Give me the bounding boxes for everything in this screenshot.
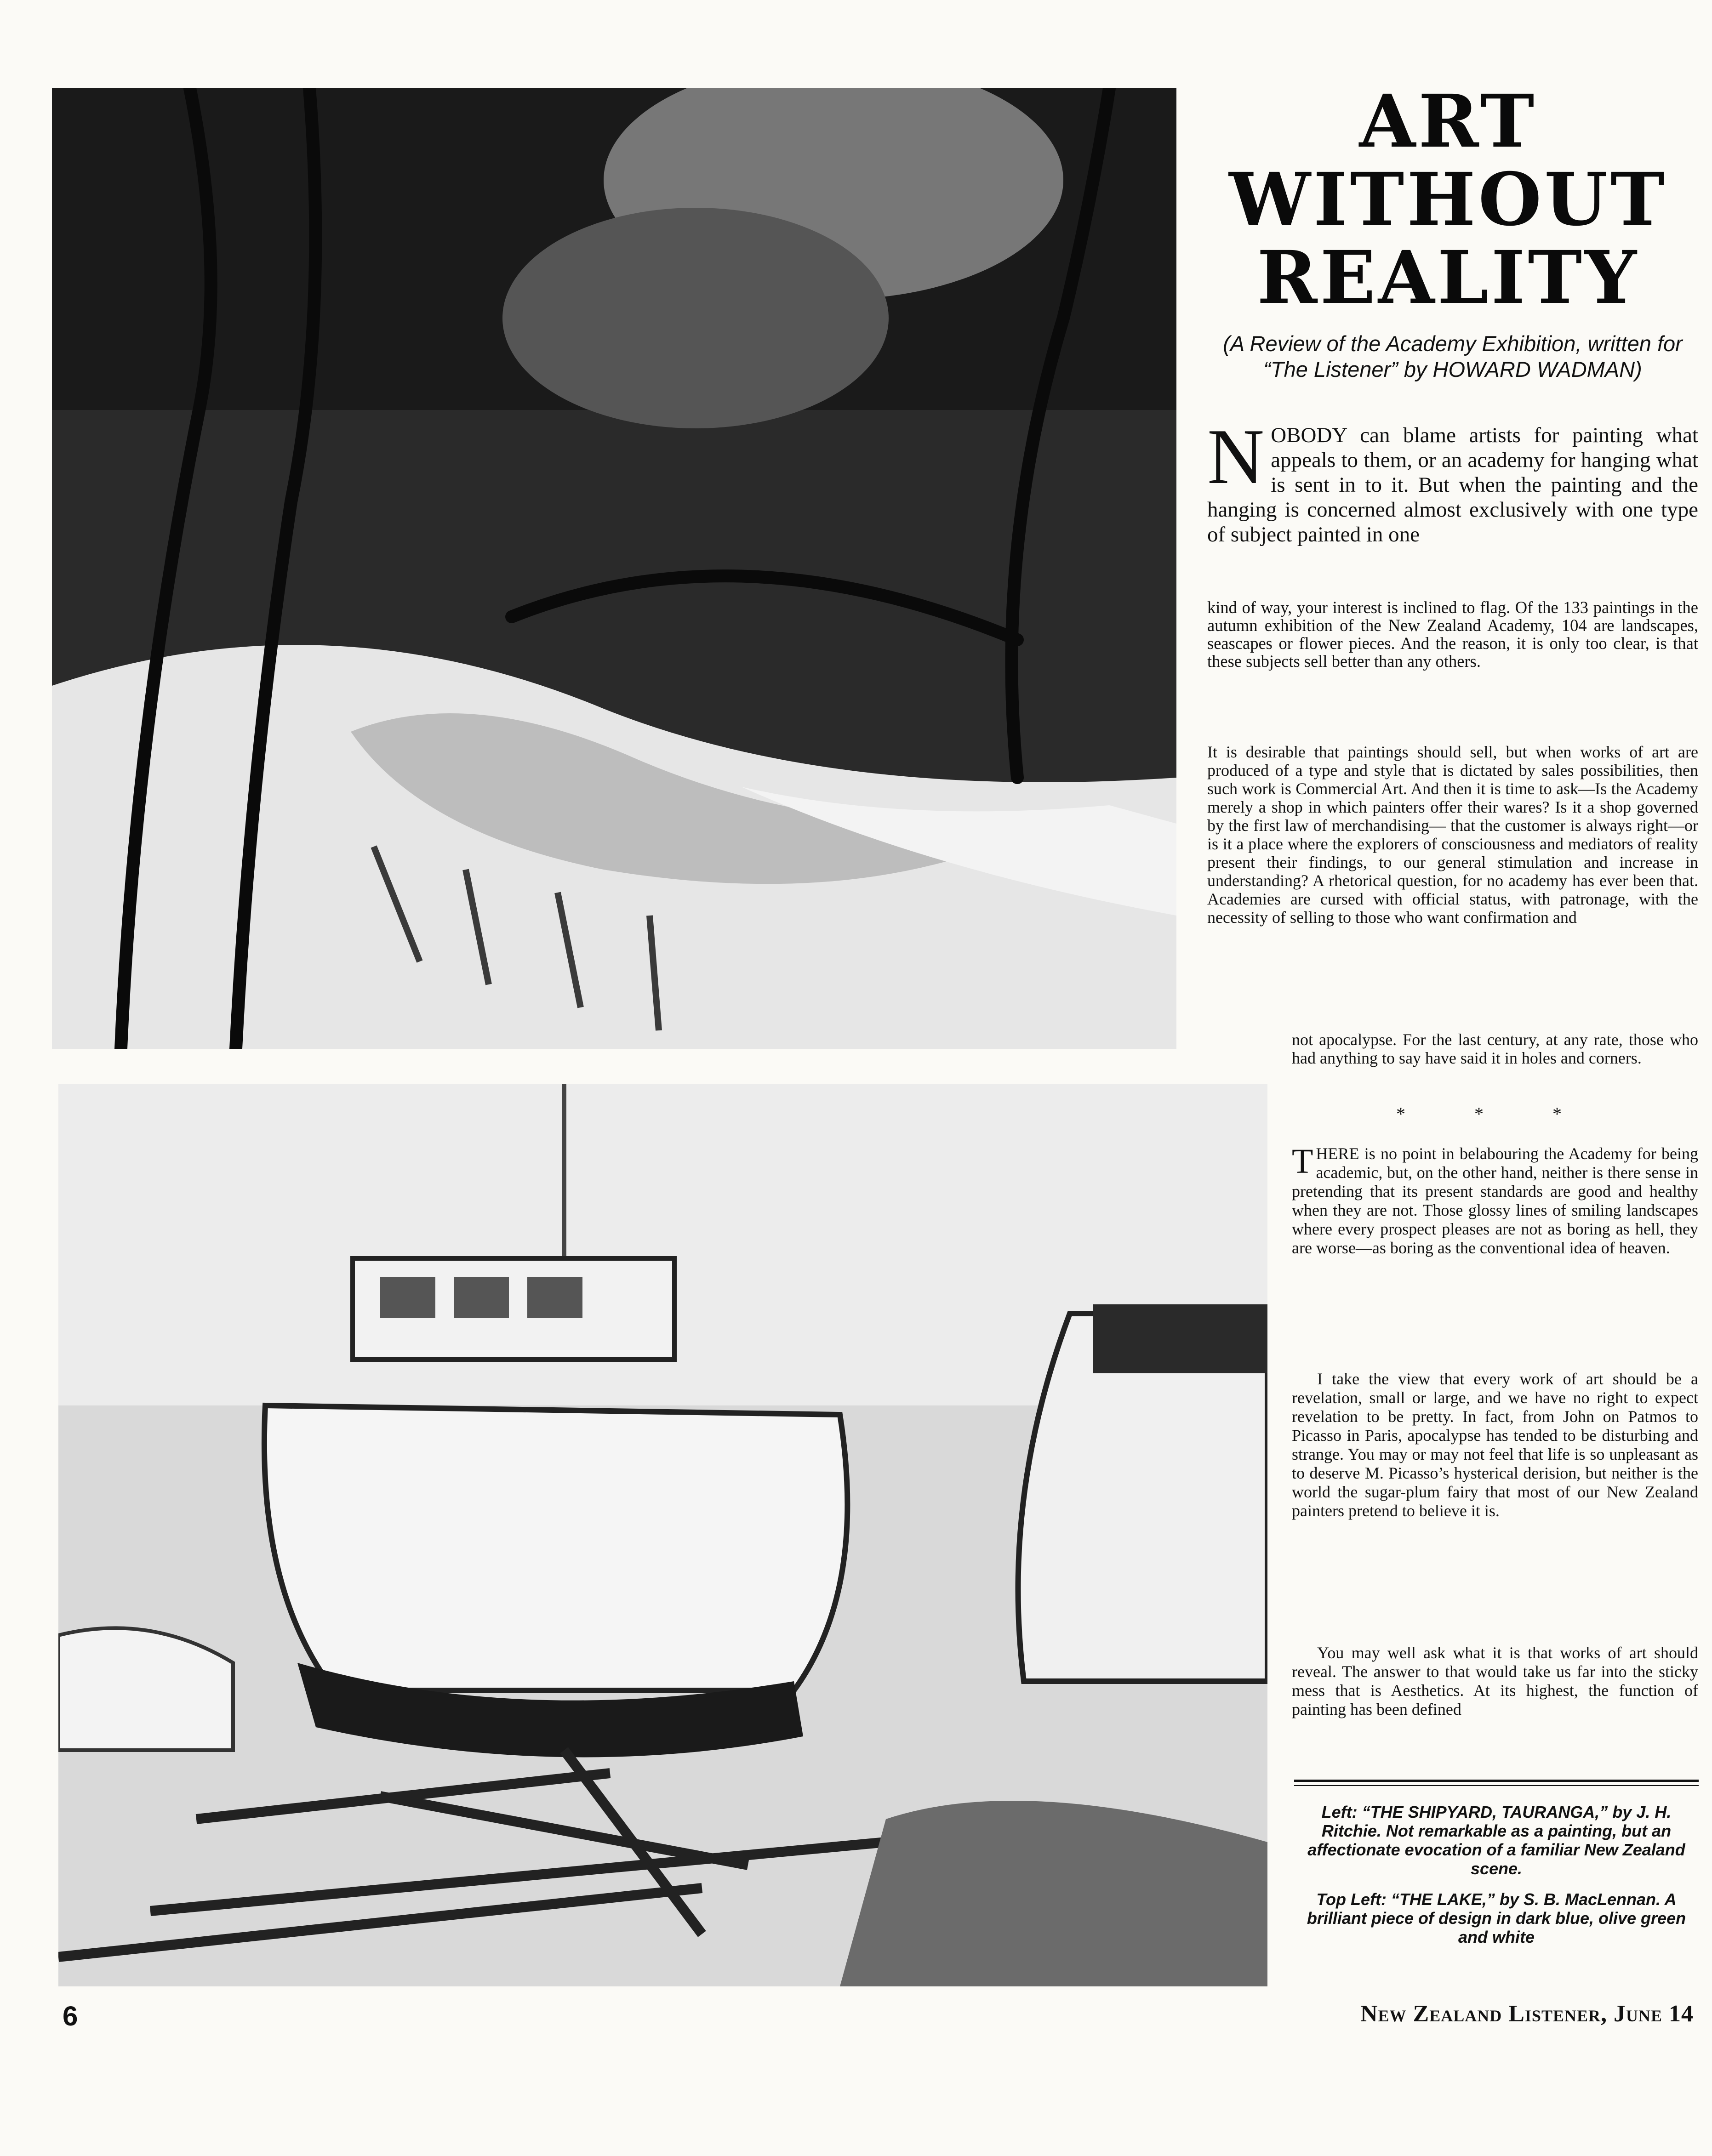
lead-paragraph — [1207, 413, 1698, 547]
page-number: 6 — [63, 2001, 78, 2031]
shipyard-illustration — [58, 1084, 1267, 1986]
headline-line-2: WITHOUT — [1229, 157, 1667, 242]
drop-cap: T — [1292, 1142, 1313, 1181]
painting-the-lake — [52, 88, 1176, 1049]
lead-text: OBODY can blame artists for painting what appeals to them, or an academy for hanging what is sent in to it. But when the painting and the hanging is concerned almost exclusively with one type of subject painted in one — [1207, 423, 1698, 546]
paragraph-1-continuation: kind of way, your interest is inclined to flag. Of the 133 paintings in the autumn exhibition of the New Zealand Academy, 104 are landscapes, seascapes or flower pieces. And the reason, it is only too clear, is that these subjects sell better than any others. — [1207, 598, 1698, 671]
drop-cap: N — [1207, 413, 1265, 501]
paragraph-2-continuation: not apocalypse. For the last century, at any rate, those who had anything to say have said it in holes and corners. — [1292, 1030, 1698, 1067]
paragraph-5: You may well ask what it is that works of art should reveal. The answer to that would take us far into the sticky mess that is Aesthetics. At its highest, the function of painting has been defined — [1292, 1644, 1698, 1718]
painting-the-shipyard — [58, 1084, 1267, 1986]
caption-divider — [1294, 1780, 1699, 1782]
headline-line-1: ART — [1359, 79, 1537, 164]
caption-shipyard: Left: “THE SHIPYARD, TAURANGA,” by J. H. Ritchie. Not remarkable as a painting, but an affectionate evocation of a familiar New Zealand scene. — [1307, 1803, 1685, 1878]
headline-line-3: REALITY — [1257, 235, 1639, 320]
section-divider: * * * — [1396, 1104, 1594, 1124]
caption-divider-thin — [1294, 1785, 1699, 1786]
article-headline — [1195, 79, 1701, 320]
paragraph-3 — [1292, 1144, 1698, 1257]
publication-footer: New Zealand Listener, June 14 — [1360, 2001, 1694, 2027]
article-byline: (A Review of the Academy Exhibition, written for “The Listener” by HOWARD WADMAN) — [1223, 331, 1683, 381]
paragraph-4: I take the view that every work of art should be a revelation, small or large, and we have no right to expect revelation to be pretty. In fact, from John on Patmos to Picasso in Paris, apocalypse has tended to be disturbing and strange. You may or may not feel that life is so unpleasant as to deserve M. Picasso’s hysterical derision, but neither is the world the sugar-plum fairy that most of our New Zealand painters pretend to believe it is. — [1292, 1370, 1698, 1520]
paragraph-3-text: HERE is no point in belabouring the Academy for being academic, but, on the other hand, neither is there sense in pretending that its present standards are good and healthy when they are not. Those glossy lines of smiling landscapes where every prospect pleases are not as boring as hell, they are worse—as boring as the conventional idea of heaven. — [1292, 1144, 1698, 1257]
caption-lake: Top Left: “THE LAKE,” by S. B. MacLennan. A brilliant piece of design in dark blue, olive green and white — [1307, 1890, 1686, 1946]
paragraph-2: It is desirable that paintings should sell, but when works of art are produced of a type and style that is dictated by sales possibilities, then such work is Commercial Art. And then it is time to ask—Is the Academy merely a shop in which painters offer their wares? Is it a shop governed by the first law of merchandising— that the customer is always right—or is it a place where the explorers of consciousness and mediators of reality present their findings, to our general stimulation and increase in understanding? A rhetorical question, for no academy has ever been that. Academies are cursed with official status, with patronage, with the necessity of selling to those who want confirmation and — [1207, 743, 1698, 927]
the-lake-illustration — [52, 88, 1176, 1049]
